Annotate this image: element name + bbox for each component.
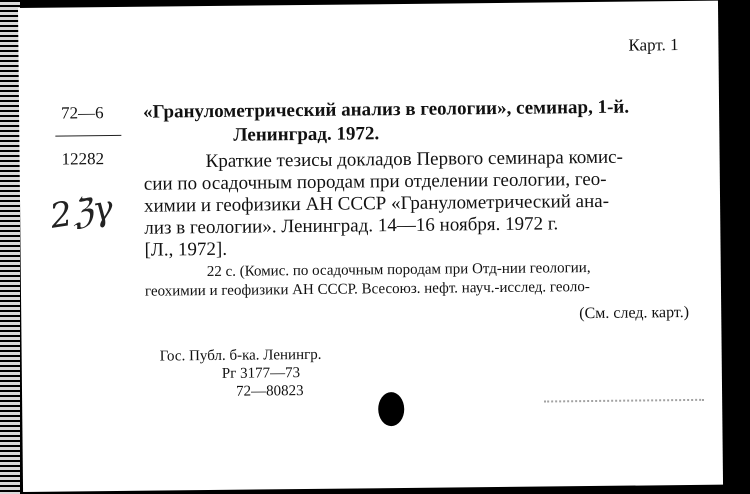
call-number-divider xyxy=(55,135,121,137)
title-heading-line2: Ленинград. 1972. xyxy=(233,123,380,146)
library-line-2: Рг 3177—73 xyxy=(221,365,301,382)
description-line-5: [Л., 1972]. xyxy=(144,238,228,261)
library-line-3: 72—80823 xyxy=(235,383,304,400)
scan-left-edge xyxy=(0,0,20,494)
description-line-2: сии по осадочным породам при отделении геологии, гео- xyxy=(143,168,607,195)
call-number-bottom: 12282 xyxy=(61,149,105,169)
title-heading-line1: «Гранулометрический анализ в геологии», семинар, 1-й. xyxy=(142,96,630,123)
punch-hole xyxy=(378,392,404,426)
catalog-card xyxy=(18,1,723,492)
collation-line-2: геохимии и геофизики АН СССР. Всесоюз. нефт. науч.-исслед. геоло- xyxy=(144,279,590,300)
description-line-3: химии и геофизики АН СССР «Гранулометрический ана- xyxy=(143,190,610,217)
card-number: Карт. 1 xyxy=(628,35,679,55)
faded-stamp xyxy=(544,399,704,423)
collation-line-1: 22 с. (Комис. по осадочным породам при Отд-нии геологии, xyxy=(206,260,591,281)
handwritten-mark: 2ℨγ xyxy=(47,187,116,237)
description-line-1: Краткие тезисы докладов Первого семинара комис- xyxy=(205,146,624,173)
library-line-1: Гос. Публ. б-ка. Ленингр. xyxy=(159,346,322,365)
call-number-top: 72—6 xyxy=(61,103,104,123)
see-next-card: (См. след. карт.) xyxy=(579,303,690,323)
description-line-4: лиз в геологии». Ленинград. 14—16 ноября. 1972 г. xyxy=(144,213,559,239)
